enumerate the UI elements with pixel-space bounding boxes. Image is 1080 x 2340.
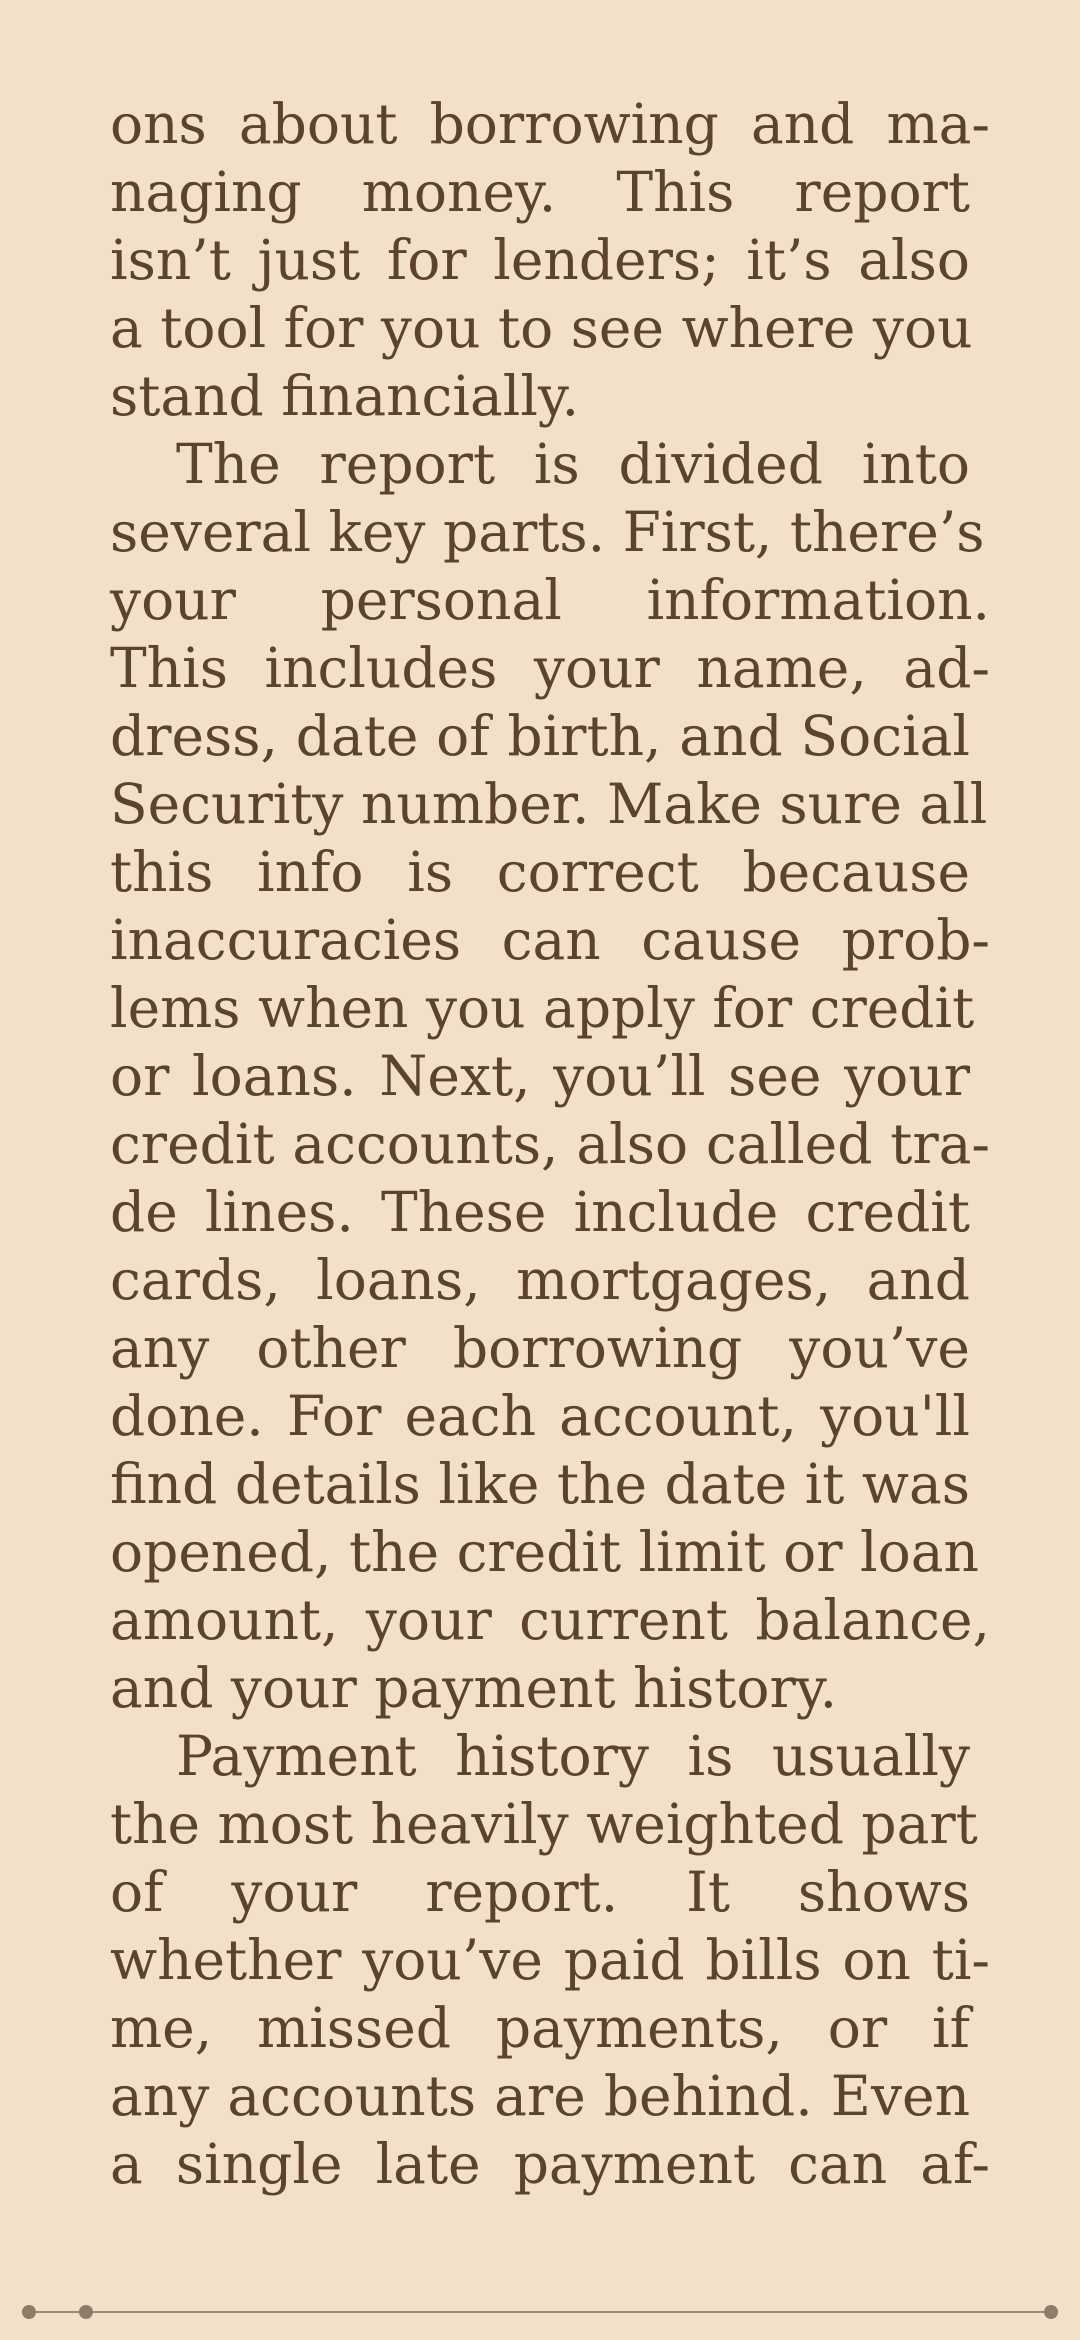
text-line: isn’t just for lenders; it’s also — [110, 228, 970, 292]
text-line: ons about borrowing and ma- — [110, 92, 990, 156]
text-line: opened, the credit limit or loan — [110, 1520, 979, 1584]
text-line: find details like the date it was — [110, 1452, 970, 1516]
text-line: me, missed payments, or if — [110, 1996, 970, 2060]
text-line: of your report. It shows — [110, 1860, 970, 1924]
reading-progress-bar[interactable] — [22, 2300, 1058, 2324]
text-line: stand financially. — [110, 364, 580, 428]
text-line: a tool for you to see where you — [110, 296, 973, 360]
text-line: Payment history is usually — [176, 1724, 970, 1788]
text-line: de lines. These include credit — [110, 1180, 970, 1244]
progress-start-marker — [22, 2305, 36, 2319]
reading-text — [110, 90, 990, 2198]
text-line: amount, your current balance, — [110, 1588, 990, 1652]
text-line: or loans. Next, you’ll see your — [110, 1044, 970, 1108]
text-line: Security number. Make sure all — [110, 772, 988, 836]
text-line: whether you’ve paid bills on ti- — [110, 1928, 990, 1992]
text-line: done. For each account, you'll — [110, 1384, 970, 1448]
text-line: dress, date of birth, and Social — [110, 704, 970, 768]
progress-track[interactable] — [30, 2311, 1050, 2313]
text-line: the most heavily weighted part — [110, 1792, 978, 1856]
text-line: lems when you apply for credit — [110, 976, 975, 1040]
text-line: any accounts are behind. Even — [110, 2064, 970, 2128]
text-line: a single late payment can af- — [110, 2132, 990, 2196]
progress-end-marker — [1044, 2305, 1058, 2319]
text-line: your personal information. — [110, 568, 990, 632]
text-line: This includes your name, ad- — [110, 636, 990, 700]
text-line: inaccuracies can cause prob- — [110, 908, 990, 972]
text-line: and your payment history. — [110, 1656, 838, 1720]
text-line: The report is divided into — [176, 432, 970, 496]
progress-thumb[interactable] — [79, 2305, 93, 2319]
text-line: any other borrowing you’ve — [110, 1316, 970, 1380]
text-line: this info is correct because — [110, 840, 970, 904]
text-line: several key parts. First, there’s — [110, 500, 985, 564]
text-line: cards, loans, mortgages, and — [110, 1248, 970, 1312]
text-line: naging money. This report — [110, 160, 970, 224]
text-line: credit accounts, also called tra- — [110, 1112, 990, 1176]
